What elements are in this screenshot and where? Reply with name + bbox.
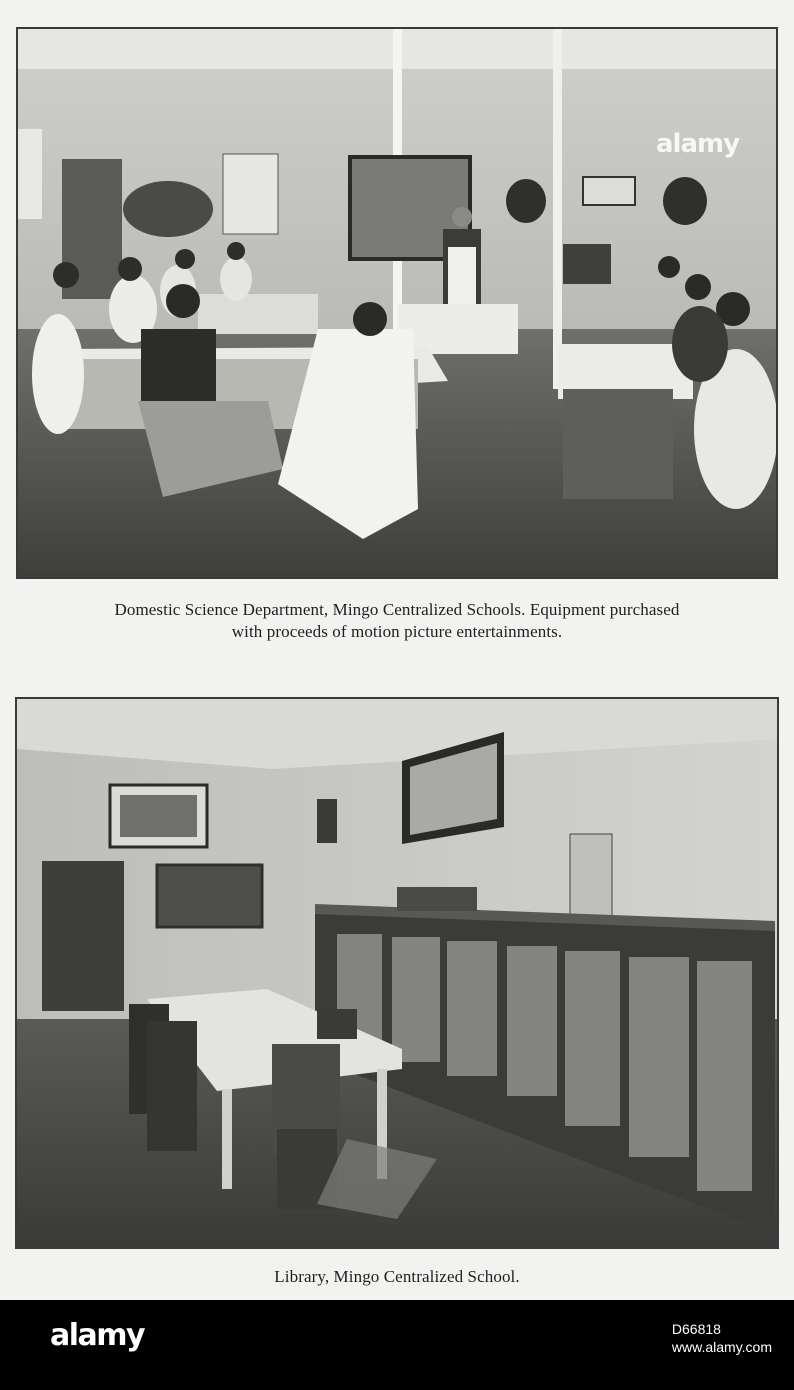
domestic-science-caption: [0, 599, 794, 643]
alamy-logo: alamy: [50, 1318, 145, 1353]
caption-line-2: with proceeds of motion picture entertainments.: [231, 622, 563, 641]
caption-line-1: Domestic Science Department, Mingo Centralized Schools. Equipment purchased: [114, 600, 680, 619]
domestic-science-photo: [16, 27, 778, 579]
library-photo: [15, 697, 779, 1249]
library-caption: Library, Mingo Centralized School.: [274, 1267, 520, 1286]
image-id-block: [672, 1320, 772, 1356]
classroom-illustration: [18, 29, 776, 577]
library-illustration: [17, 699, 777, 1247]
site-url[interactable]: www.alamy.com: [671, 1339, 772, 1355]
image-id: D66818: [671, 1321, 721, 1337]
stock-footer-bar: [0, 1300, 794, 1390]
watermark-logo: alamy: [656, 129, 740, 159]
